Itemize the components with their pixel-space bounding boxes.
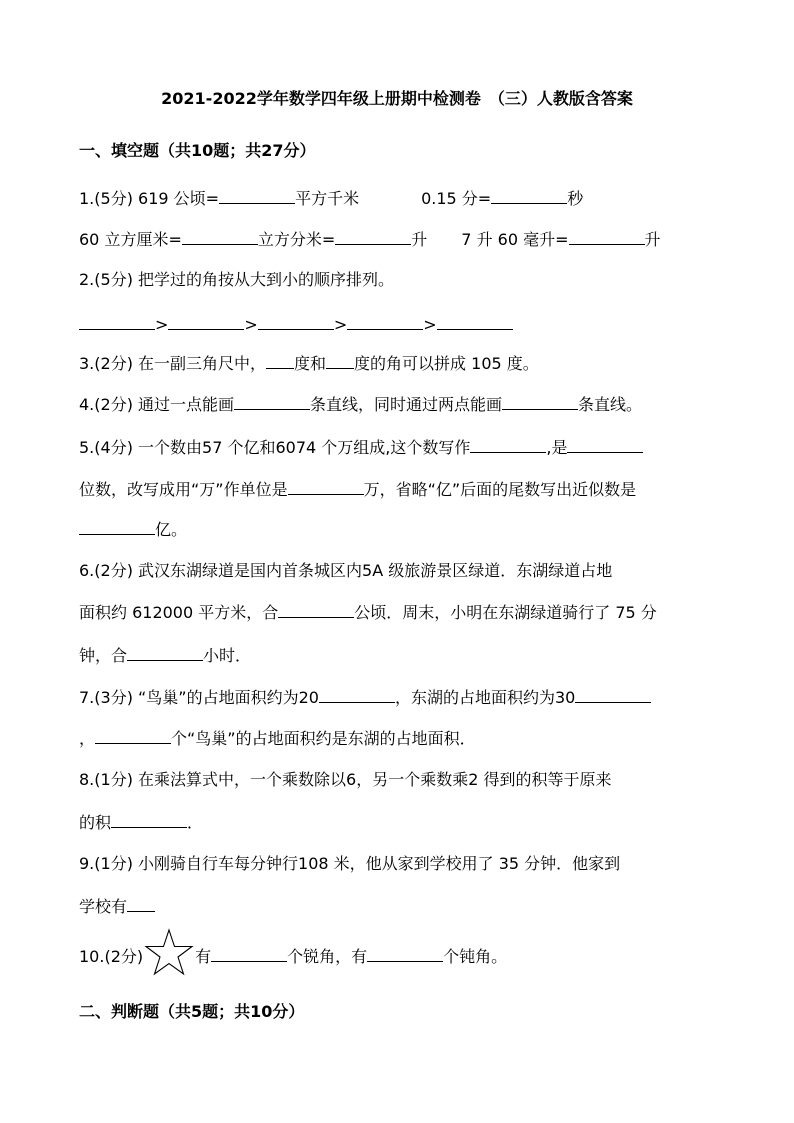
section-heading-true-false: 二、判断题（共5题；共10分） xyxy=(79,1002,305,1021)
greater-than-sign: > xyxy=(244,315,258,334)
q6-text-d: 小时． xyxy=(203,646,252,665)
q6-text-c: 钟，合 xyxy=(79,646,128,665)
q4-text-b: 条直线，同时通过两点能画 xyxy=(310,395,503,414)
answer-blank[interactable] xyxy=(437,314,513,330)
greater-than-sign: > xyxy=(155,315,169,334)
q7-text-c: ， xyxy=(79,729,96,748)
q5-line2 xyxy=(79,479,636,500)
answer-blank[interactable] xyxy=(278,602,354,618)
q3-text-c: 度的角可以拼成 105 度。 xyxy=(354,354,539,373)
q2-line2 xyxy=(79,314,513,335)
q6-line1: 6.(2分) 武汉东湖绿道是国内首条城区内5A 级旅游景区绿道．东湖绿道占地 xyxy=(79,561,613,580)
greater-than-sign: > xyxy=(333,315,348,334)
answer-blank[interactable] xyxy=(266,353,294,369)
q4-line xyxy=(79,394,642,415)
q1-line2 xyxy=(79,229,661,250)
q8-text-a: 的积 xyxy=(79,813,112,832)
answer-blank[interactable] xyxy=(567,437,643,453)
q5-text-b: ,是 xyxy=(546,438,568,457)
answer-blank[interactable] xyxy=(95,728,171,744)
q1-text-f: 立方分米= xyxy=(257,230,336,249)
answer-blank[interactable] xyxy=(470,437,546,453)
q3-text-a: 3.(2分) 在一副三角尺中， xyxy=(79,354,267,373)
section-heading-fill-blank: 一、填空题（共10题；共27分） xyxy=(79,141,316,160)
q3-line xyxy=(79,353,539,374)
q6-line3 xyxy=(79,645,251,666)
q7-text-b: ，东湖的占地面积约为30 xyxy=(394,688,576,707)
q1-text-h: 7 升 60 毫升= xyxy=(461,230,569,249)
q5-line3 xyxy=(79,519,187,540)
q7-text-a: 7.(3分) “鸟巢”的占地面积约为20 xyxy=(79,688,319,707)
q1-text-a: 1.(5分) 619 公顷= xyxy=(79,189,220,208)
answer-blank[interactable] xyxy=(79,519,155,535)
answer-blank[interactable] xyxy=(335,229,411,245)
q2-line1: 2.(5分) 把学过的角按从大到小的顺序排列。 xyxy=(79,270,395,289)
q6-text-a: 面积约 612000 平方米，合 xyxy=(79,603,279,622)
q10-text-b: 有 xyxy=(195,947,212,966)
page-title: 2021-2022学年数学四年级上册期中检测卷 （三）人教版含答案 xyxy=(161,89,633,108)
answer-blank[interactable] xyxy=(288,479,364,495)
answer-blank[interactable] xyxy=(168,314,244,330)
q5-text-e: 亿。 xyxy=(155,520,188,539)
q5-text-a: 5.(4分) 一个数由57 个亿和6074 个万组成,这个数写作 xyxy=(79,438,471,457)
answer-blank[interactable] xyxy=(79,314,155,330)
greater-than-sign: > xyxy=(423,315,437,334)
q6-text-b: 公顷．周末，小明在东湖绿道骑行了 75 分 xyxy=(354,603,657,622)
answer-blank[interactable] xyxy=(367,946,443,962)
answer-blank[interactable] xyxy=(319,687,395,703)
q7-line1 xyxy=(79,687,651,708)
answer-blank[interactable] xyxy=(219,188,295,204)
answer-blank[interactable] xyxy=(182,229,258,245)
q10-text-c: 个锐角，有 xyxy=(287,947,368,966)
answer-blank[interactable] xyxy=(575,687,651,703)
q8-text-b: ． xyxy=(187,813,204,832)
answer-blank[interactable] xyxy=(211,946,287,962)
answer-blank[interactable] xyxy=(127,896,155,912)
q10-text-a: 10.(2分) xyxy=(79,947,144,966)
answer-blank[interactable] xyxy=(569,229,645,245)
q10-line xyxy=(79,946,507,967)
q1-text-b: 平方千米 xyxy=(295,189,360,208)
q1-line1 xyxy=(79,188,583,209)
q1-text-i: 升 xyxy=(644,230,661,249)
answer-blank[interactable] xyxy=(234,394,310,410)
q9-line2 xyxy=(79,896,155,917)
star-shape-icon xyxy=(143,928,195,983)
answer-blank[interactable] xyxy=(502,394,578,410)
q8-line2 xyxy=(79,812,203,833)
q4-text-c: 条直线。 xyxy=(578,395,643,414)
q7-text-d: 个“鸟巢”的占地面积约是东湖的占地面积． xyxy=(171,729,476,748)
answer-blank[interactable] xyxy=(326,353,354,369)
q1-text-e: 60 立方厘米= xyxy=(79,230,182,249)
q7-line2 xyxy=(79,728,476,749)
q5-line1 xyxy=(79,437,643,458)
q4-text-a: 4.(2分) 通过一点能画 xyxy=(79,395,235,414)
q1-text-d: 秒 xyxy=(567,189,584,208)
q8-line1: 8.(1分) 在乘法算式中，一个乘数除以6，另一个乘数乘2 得到的积等于原来 xyxy=(79,770,612,789)
q10-text-d: 个钝角。 xyxy=(443,947,508,966)
answer-blank[interactable] xyxy=(491,188,567,204)
answer-blank[interactable] xyxy=(258,314,334,330)
q3-text-b: 度和 xyxy=(294,354,327,373)
q1-text-g: 升 xyxy=(411,230,428,249)
answer-blank[interactable] xyxy=(127,645,203,661)
q9-line1: 9.(1分) 小刚骑自行车每分钟行108 米，他从家到学校用了 35 分钟．他家到 xyxy=(79,854,621,873)
q6-line2 xyxy=(79,602,657,623)
answer-blank[interactable] xyxy=(111,812,187,828)
answer-blank[interactable] xyxy=(347,314,423,330)
q9-text-a: 学校有 xyxy=(79,897,128,916)
q5-text-d: 万，省略“亿”后面的尾数写出近似数是 xyxy=(363,480,637,499)
q1-text-c: 0.15 分= xyxy=(421,189,492,208)
q5-text-c: 位数，改写成用“万”作单位是 xyxy=(79,480,288,499)
